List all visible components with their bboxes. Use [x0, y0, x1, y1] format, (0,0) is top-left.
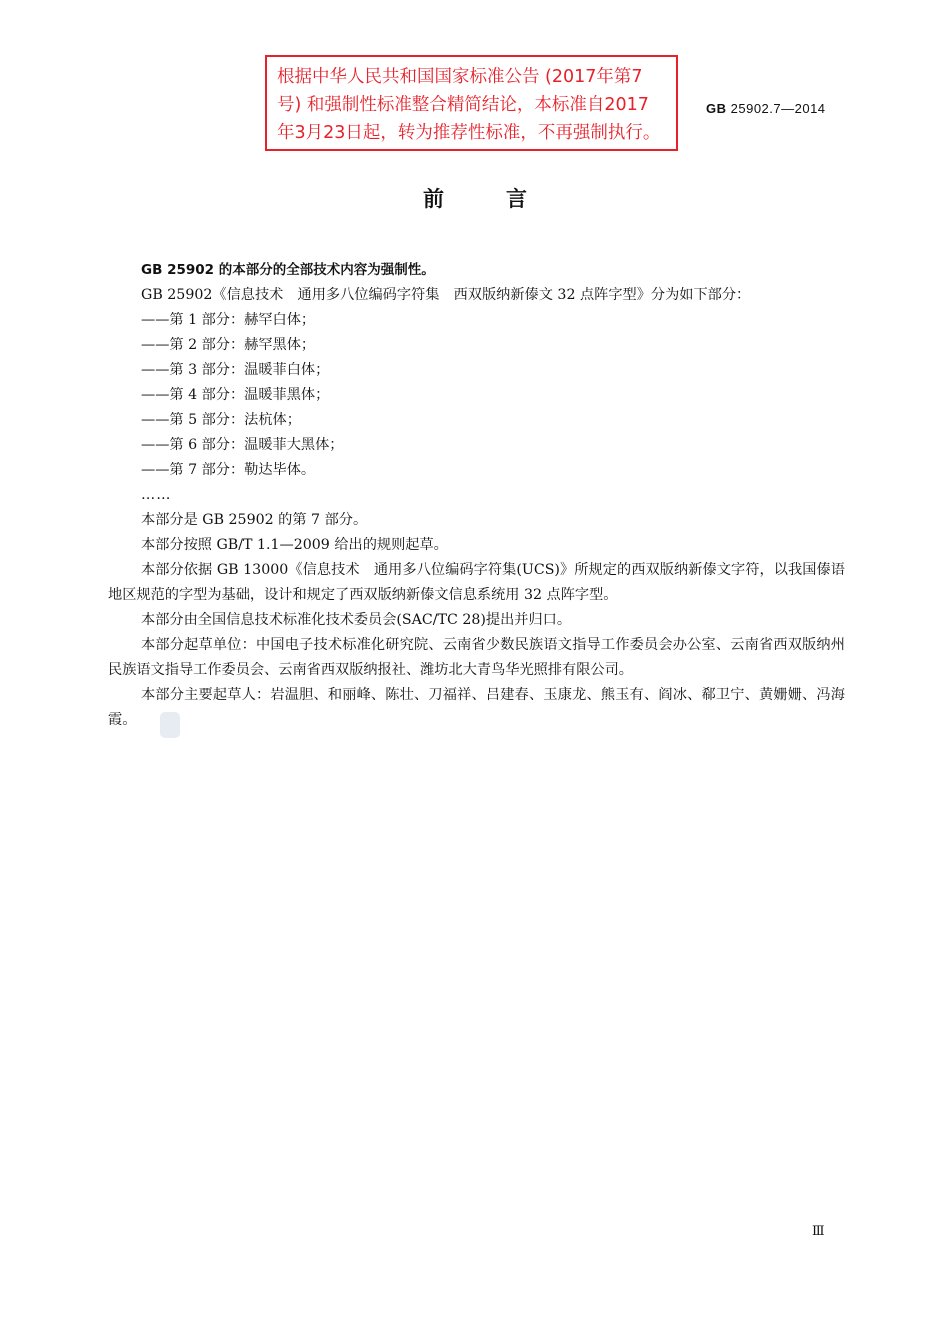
list-item: ——第 2 部分：赫罕黑体；	[141, 337, 316, 353]
paragraph-mandatory: GB 25902 的本部分的全部技术内容为强制性。	[141, 262, 435, 278]
list-item: ——第 1 部分：赫罕白体；	[141, 312, 316, 328]
list-item: ——第 7 部分：勒达毕体。	[141, 462, 316, 478]
list-item: ——第 3 部分：温暖菲白体；	[141, 362, 330, 378]
list-ellipsis: ……	[141, 487, 172, 503]
notice-stamp-box	[265, 55, 678, 151]
paragraph-drafting-rules: 本部分按照 GB/T 1.1—2009 给出的规则起草。	[141, 537, 448, 553]
list-item: ——第 6 部分：温暖菲大黑体；	[141, 437, 344, 453]
page-number: Ⅲ	[812, 1224, 825, 1239]
notice-line-2: 号) 和强制性标准整合精简结论，本标准自2017	[277, 95, 649, 115]
paragraph-drafters: 本部分主要起草人：岩温胆、和丽峰、陈壮、刀福祥、吕建春、玉康龙、熊玉有、阎冰、郗卫宁、黄姗姗、冯海霞。	[108, 687, 845, 728]
list-item: ——第 5 部分：法杭体；	[141, 412, 301, 428]
notice-line-3: 年3月23日起，转为推荐性标准，不再强制执行。	[277, 123, 661, 143]
paragraph-drafting-units: 本部分起草单位：中国电子技术标准化研究院、云南省少数民族语文指导工作委员会办公室、云南省西双版纳州民族语文指导工作委员会、云南省西双版纳报社、潍坊北大青鸟华光照排有限公司。	[108, 637, 845, 678]
paragraph-proposer: 本部分由全国信息技术标准化技术委员会(SAC/TC 28)提出并归口。	[141, 612, 572, 628]
page-title: 前言	[423, 187, 589, 211]
foreword-body	[108, 258, 845, 733]
paragraph-part-number: 本部分是 GB 25902 的第 7 部分。	[141, 512, 368, 528]
standard-number	[706, 101, 826, 116]
notice-line-1: 根据中华人民共和国国家标准公告 (2017年第7	[277, 67, 643, 87]
standard-prefix: GB	[706, 101, 727, 116]
watermark-logo	[160, 712, 180, 738]
paragraph-parts-intro: GB 25902《信息技术 通用多八位编码字符集 西双版纳新傣文 32 点阵字型》分为如下部分：	[141, 287, 751, 303]
paragraph-basis: 本部分依据 GB 13000《信息技术 通用多八位编码字符集(UCS)》所规定的西双版纳新傣文字符，以我国傣语地区规范的字型为基础，设计和规定了西双版纳新傣文信息系统用 32 点阵字型。	[108, 562, 845, 603]
standard-code: 25902.7—2014	[730, 101, 826, 116]
list-item: ——第 4 部分：温暖菲黑体；	[141, 387, 330, 403]
